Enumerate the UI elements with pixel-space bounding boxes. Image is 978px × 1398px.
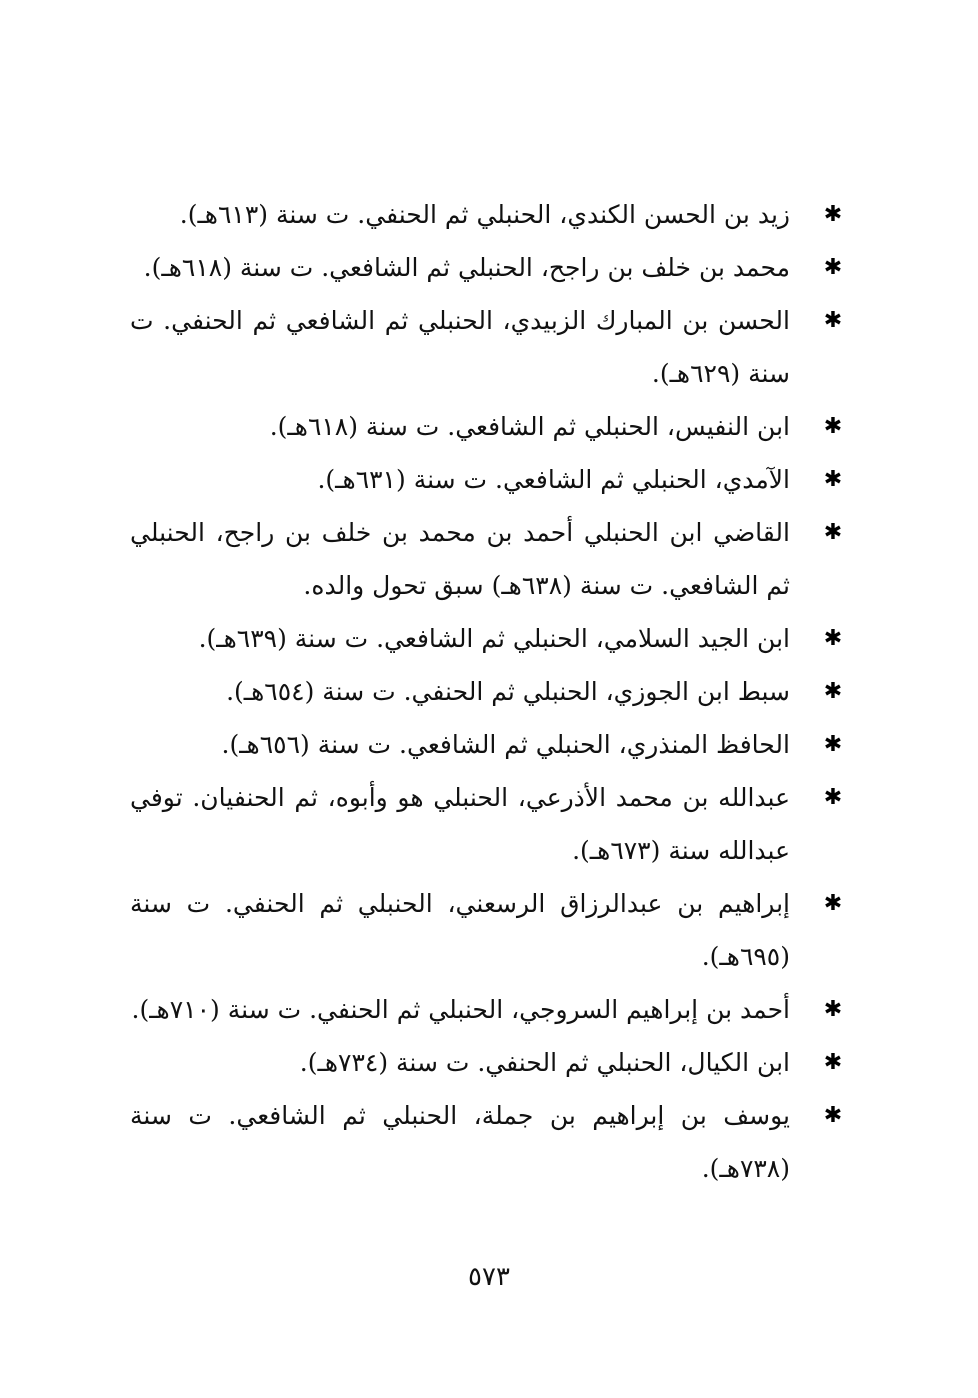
entry-text: زيد بن الحسن الكندي، الحنبلي ثم الحنفي. ت سنة (٦١٣هـ).: [179, 200, 790, 229]
asterisk-star-icon: ✱: [823, 1050, 843, 1075]
entry-text: ابن الكيال، الحنبلي ثم الحنفي. ت سنة (٧٣٤هـ).: [299, 1048, 790, 1077]
entry-text: سبط ابن الجوزي، الحنبلي ثم الحنفي. ت سنة (٦٥٤هـ).: [226, 677, 790, 706]
list-item: [130, 294, 850, 400]
asterisk-star-icon: ✱: [823, 255, 843, 280]
asterisk-star-icon: ✱: [823, 414, 843, 439]
asterisk-star-icon: ✱: [823, 679, 843, 704]
entry-text: الآمدي، الحنبلي ثم الشافعي. ت سنة (٦٣١هـ).: [317, 465, 790, 494]
entry-text: عبدالله بن محمد الأذرعي، الحنبلي هو وأبوه، ثم الحنفيان. توفي عبدالله سنة (٦٧٣هـ).: [130, 783, 790, 865]
list-item: [130, 1089, 850, 1195]
entry-text: إبراهيم بن عبدالرزاق الرسعني، الحنبلي ثم الحنفي. ت سنة (٦٩٥هـ).: [130, 889, 790, 971]
entry-text: ابن الجيد السلامي، الحنبلي ثم الشافعي. ت سنة (٦٣٩هـ).: [198, 624, 790, 653]
entry-text: محمد بن خلف بن راجح، الحنبلي ثم الشافعي. ت سنة (٦١٨هـ).: [143, 253, 790, 282]
page-number: ٥٧٣: [468, 1262, 510, 1292]
list-item: [130, 506, 850, 612]
entry-text: ابن النفيس، الحنبلي ثم الشافعي. ت سنة (٦١٨هـ).: [269, 412, 790, 441]
list-item: [130, 612, 850, 665]
list-item: [130, 1036, 850, 1089]
entry-text: أحمد بن إبراهيم السروجي، الحنبلي ثم الحنفي. ت سنة (٧١٠هـ).: [131, 995, 790, 1024]
entry-text: القاضي ابن الحنبلي أحمد بن محمد بن خلف بن راجح، الحنبلي ثم الشافعي. ت سنة (٦٣٨هـ) سبق تحول والده.: [130, 518, 790, 600]
list-item: [130, 665, 850, 718]
asterisk-star-icon: ✱: [823, 997, 843, 1022]
list-item: [130, 983, 850, 1036]
asterisk-star-icon: ✱: [823, 626, 843, 651]
entry-text: يوسف بن إبراهيم بن جملة، الحنبلي ثم الشافعي. ت سنة (٧٣٨هـ).: [130, 1101, 790, 1183]
entry-text: الحسن بن المبارك الزبيدي، الحنبلي ثم الشافعي ثم الحنفي. ت سنة (٦٢٩هـ).: [130, 306, 790, 388]
entry-text: الحافظ المنذري، الحنبلي ثم الشافعي. ت سنة (٦٥٦هـ).: [221, 730, 790, 759]
list-item: [130, 718, 850, 771]
entries-list: [130, 188, 850, 1195]
asterisk-star-icon: ✱: [823, 308, 843, 333]
list-item: [130, 241, 850, 294]
asterisk-star-icon: ✱: [823, 891, 843, 916]
list-item: [130, 400, 850, 453]
asterisk-star-icon: ✱: [823, 1103, 843, 1128]
asterisk-star-icon: ✱: [823, 785, 843, 810]
list-item: [130, 877, 850, 983]
list-item: [130, 771, 850, 877]
asterisk-star-icon: ✱: [823, 467, 843, 492]
list-item: [130, 188, 850, 241]
asterisk-star-icon: ✱: [823, 520, 843, 545]
list-item: [130, 453, 850, 506]
asterisk-star-icon: ✱: [823, 732, 843, 757]
asterisk-star-icon: ✱: [823, 202, 843, 227]
